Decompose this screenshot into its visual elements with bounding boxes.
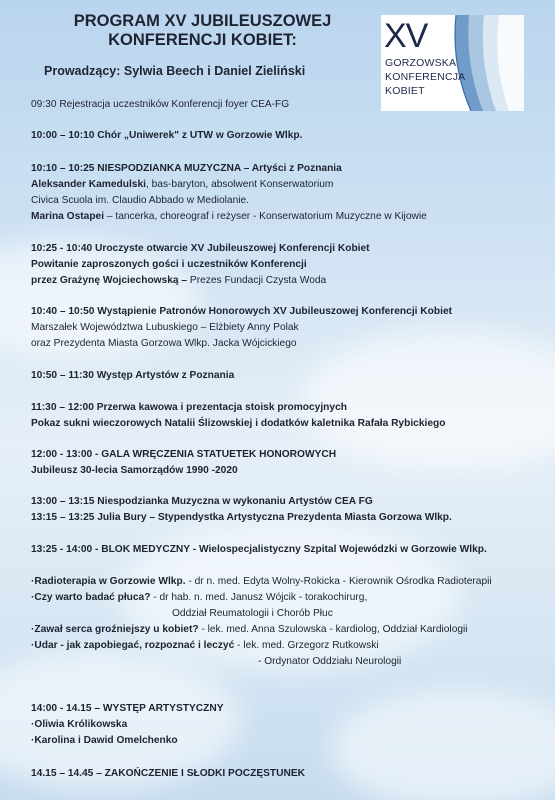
talk-speaker: - dr n. med. Edyta Wolny-Rokicka - Kierownik Ośrodka Radioterapii [185, 576, 492, 587]
program-line: 13:25 - 14:00 - BLOK MEDYCZNY - Wielospecjalistyczny Szpital Wojewódzki w Gorzowie Wlkp. [31, 544, 487, 555]
program-line: ·Karolina i Dawid Omelchenko [31, 735, 178, 746]
program-line: 10:50 – 11:30 Występ Artystów z Poznania [31, 370, 235, 381]
program-line: ·Oliwia Królikowska [31, 719, 128, 730]
talk-title: ·Udar - jak zapobiegać, rozpoznać i leczyć [31, 640, 235, 651]
program-line: Jubileusz 30-lecia Samorządów 1990 -2020 [31, 465, 238, 476]
program-line: - Ordynator Oddziału Neurologii [258, 656, 402, 667]
logo-numeral: XV [384, 17, 428, 55]
program-line: Powitanie zaproszonych gości i uczestników Konferencji [31, 259, 307, 270]
program-line: 09:30 Rejestracja uczestników Konferencji foyer CEA-FG [31, 99, 290, 110]
program-line: 14:00 - 14.15 – WYSTĘP ARTYSTYCZNY [31, 703, 224, 714]
program-line: 12:00 - 13:00 - GALA WRĘCZENIA STATUETEK HONOROWYCH [31, 449, 337, 460]
program-line [31, 591, 367, 604]
logo-line-2: KONFERENCJA [385, 71, 466, 83]
program-line: 10:40 – 10:50 Wystąpienie Patronów Honorowych XV Jubileuszowej Konferencji Kobiet [31, 306, 453, 317]
logo-line-1: GORZOWSKA [385, 57, 457, 69]
logo-line-3: KOBIET [385, 85, 425, 97]
program-line: Marszałek Województwa Lubuskiego – Elżbiety Anny Polak [31, 322, 299, 333]
talk-title: ·Radioterapia w Gorzowie Wlkp. [31, 576, 186, 587]
talk-title: ·Czy warto badać płuca? [31, 592, 151, 603]
speaker-role: Prezes Fundacji Czysta Woda [187, 275, 327, 286]
performer-desc: , bas-baryton, absolwent Konserwatorium [145, 179, 334, 190]
program-line: Civica Scuola im. Claudio Abbado w Mediolanie. [31, 195, 250, 206]
talk-speaker: - lek. med. Anna Szulowska - kardiolog, Oddział Kardiologii [198, 624, 468, 635]
page-title [40, 12, 365, 50]
program-line: 10:25 - 10:40 Uroczyste otwarcie XV Jubileuszowej Konferencji Kobiet [31, 243, 370, 254]
program-line [31, 623, 468, 636]
program-line: Oddział Reumatologii i Chorób Płuc [172, 608, 333, 619]
program-line: 13:00 – 13:15 Niespodzianka Muzyczna w wykonaniu Artystów CEA FG [31, 496, 373, 507]
program-line [31, 575, 492, 588]
title-line-1: PROGRAM XV JUBILEUSZOWEJ [73, 12, 332, 30]
program-line [31, 639, 379, 652]
program-line [31, 274, 326, 287]
conference-logo [381, 15, 524, 111]
speaker-name: przez Grażynę Wojciechowską – [31, 275, 188, 286]
program-line: 14.15 – 14.45 – ZAKOŃCZENIE I SŁODKI POCZĘSTUNEK [31, 768, 306, 779]
talk-title: ·Zawał serca groźniejszy u kobiet? [31, 624, 199, 635]
performer-desc: – tancerka, choreograf i reżyser - Konserwatorium Muzyczne w Kijowie [104, 211, 427, 222]
performer-name: Marina Ostapei [31, 211, 105, 222]
program-line: 10:00 – 10:10 Chór „Uniwerek" z UTW w Gorzowie Wlkp. [31, 130, 303, 141]
program-line: 10:10 – 10:25 NIESPODZIANKA MUZYCZNA – Artyści z Poznania [31, 163, 342, 174]
program-line: 11:30 – 12:00 Przerwa kawowa i prezentacja stoisk promocyjnych [31, 402, 347, 413]
hosts-line: Prowadzący: Sylwia Beech i Daniel Zieliński [44, 64, 306, 78]
program-line: oraz Prezydenta Miasta Gorzowa Wlkp. Jacka Wójcickiego [31, 338, 297, 349]
title-line-2: KONFERENCJI KOBIET: [108, 31, 297, 49]
program-line: Pokaz sukni wieczorowych Natalii Ślizowskiej i dodatków kaletnika Rafała Rybickiego [31, 418, 446, 429]
program-line [31, 210, 427, 223]
program-line: 13:15 – 13:25 Julia Bury – Stypendystka Artystyczna Prezydenta Miasta Gorzowa Wlkp. [31, 512, 452, 523]
program-line [31, 178, 333, 191]
talk-speaker: - dr hab. n. med. Janusz Wójcik - torakochirurg, [150, 592, 368, 603]
talk-speaker: - lek. med. Grzegorz Rutkowski [234, 640, 379, 651]
performer-name: Aleksander Kamedulski [31, 179, 146, 190]
